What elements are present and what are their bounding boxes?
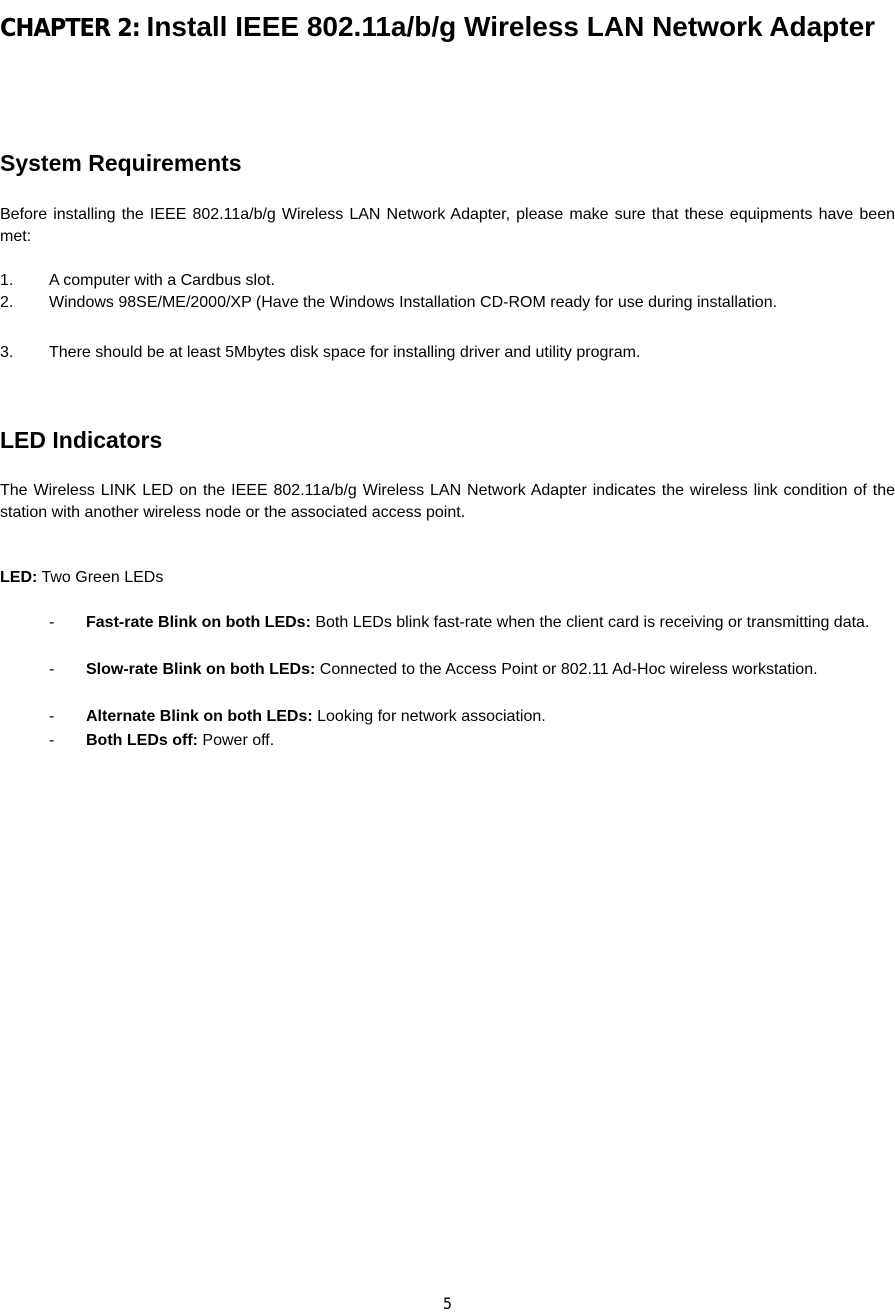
requirement-number: 2.: [0, 294, 14, 311]
requirement-item: [0, 270, 895, 292]
led-state-text: [86, 611, 895, 635]
dash-bullet: -: [49, 708, 55, 725]
led-state-description: Both LEDs blink fast-rate when the client card is receiving or transmitting data.: [310, 614, 870, 631]
led-state-text: [86, 658, 895, 682]
requirement-number: 3.: [0, 344, 14, 361]
led-state-item: [49, 705, 895, 729]
led-state-description: Power off.: [197, 732, 275, 749]
led-state-description: Connected to the Access Point or 802.11 Ad-Hoc wireless workstation.: [315, 661, 818, 678]
system-requirements-heading: System Requirements: [0, 150, 242, 176]
led-summary: [0, 567, 895, 589]
led-indicators-intro: The Wireless LINK LED on the IEEE 802.11a/b/g Wireless LAN Network Adapter indicates the wireless link condition of the station with another wireless node or the associated access point.: [0, 482, 895, 521]
requirement-number: 1.: [0, 272, 14, 289]
dash-bullet: -: [49, 614, 55, 631]
led-state-text: [86, 705, 895, 729]
led-label: LED:: [0, 569, 38, 586]
system-requirements-intro: Before installing the IEEE 802.11a/b/g Wireless LAN Network Adapter, please make sure that these equipments have been met:: [0, 206, 895, 245]
led-value: Two Green LEDs: [37, 569, 164, 586]
led-state-text: [86, 729, 895, 753]
led-state-item: [49, 729, 895, 753]
requirement-item: [0, 292, 895, 314]
requirement-text: There should be at least 5Mbytes disk space for installing driver and utility program.: [49, 344, 641, 361]
chapter-prefix: CHAPTER 2:: [0, 13, 147, 42]
chapter-title: [0, 0, 895, 55]
requirement-text: A computer with a Cardbus slot.: [49, 272, 275, 289]
led-state-description: Looking for network association.: [312, 708, 546, 725]
requirement-item: [0, 342, 895, 364]
dash-bullet: -: [49, 732, 55, 749]
led-state-label: Alternate Blink on both LEDs:: [86, 708, 313, 725]
led-indicators-heading: LED Indicators: [0, 427, 163, 453]
requirement-text: Windows 98SE/ME/2000/XP (Have the Windows Installation CD-ROM ready for use during installation.: [49, 294, 778, 311]
page-number: 5: [442, 1294, 453, 1313]
dash-bullet: -: [49, 661, 55, 678]
led-state-item: [49, 658, 895, 682]
led-state-label: Slow-rate Blink on both LEDs:: [86, 661, 316, 678]
chapter-title-text: Install IEEE 802.11a/b/g Wireless LAN Network Adapter: [146, 11, 876, 42]
led-state-label: Fast-rate Blink on both LEDs:: [86, 614, 311, 631]
led-state-item: [49, 611, 895, 635]
led-state-label: Both LEDs off:: [86, 732, 198, 749]
